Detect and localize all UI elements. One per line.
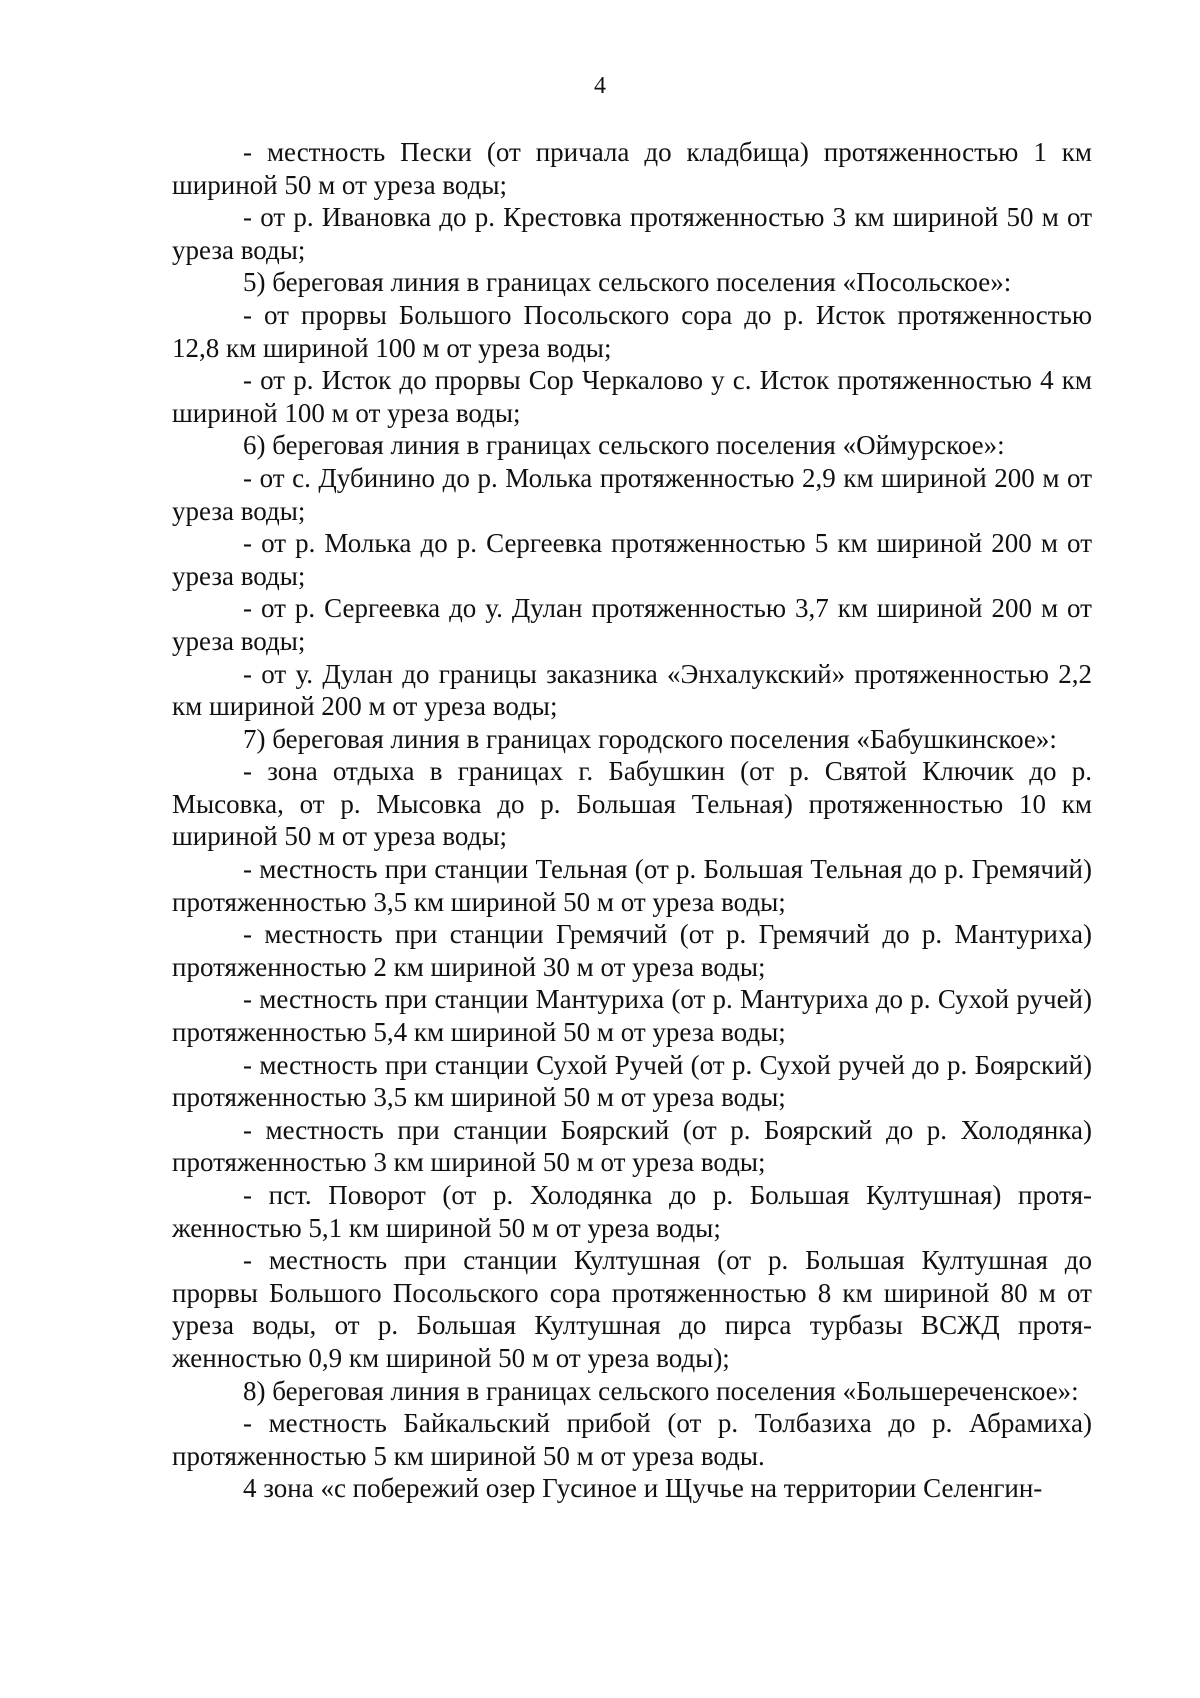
paragraph: - местность при станции Гремячий (от р. Гремячий до р. Мантуриха) протяженностью 2 км шириной 30 м от уреза воды; — [172, 919, 1092, 982]
paragraph: 6) береговая линия в границах сельского поселения «Оймурское»: — [243, 430, 1005, 461]
paragraph: - местность при станции Култушная (от р. Большая Култушная до прорвы Большого Посольского сора протяженностью 8 км шириной 80 м от уреза воды, от р. Большая Култушная до пирса турбазы ВСЖД протяженностью 0,9 км шириной 50 м от уреза воды); — [172, 1245, 1092, 1373]
paragraph: - от прорвы Большого Посольского сора до р. Исток протяженностью 12,8 км шириной 100 м от уреза воды; — [172, 299, 1092, 363]
paragraph: 8) береговая линия в границах сельского поселения «Большереченское»: — [243, 1375, 1079, 1406]
paragraph: - местность Пески (от причала до кладбища) протяженностью 1 км шириной 50 м от уреза воды; — [172, 137, 1092, 200]
page-number: 4 — [594, 73, 606, 99]
paragraph: - от у. Дулан до границы заказника «Энхалукский» протяженностью 2,2 км шириной 200 м от уреза воды; — [172, 658, 1092, 722]
paragraph: 7) береговая линия в границах городского поселения «Бабушкинское»: — [243, 723, 1057, 754]
paragraph: - местность при станции Сухой Ручей (от р. Сухой ручей до р. Боярский) протяженностью 3,5 км шириной 50 м от уреза воды; — [172, 1049, 1092, 1113]
paragraph: - местность при станции Мантуриха (от р. Мантуриха до р. Сухой ручей) протяженностью 5,4 км шириной 50 м от уреза воды; — [172, 984, 1092, 1048]
paragraph: - от р. Сергеевка до у. Дулан протяженностью 3,7 км шириной 200 м от уреза воды; — [172, 593, 1092, 656]
paragraph: - пст. Поворот (от р. Холодянка до р. Большая Култушная) протяженностью 5,1 км шириной 50 м от уреза воды; — [172, 1180, 1092, 1243]
paragraph: - местность при станции Тельная (от р. Большая Тельная до р. Гремячий) протяженностью 3,5 км шириной 50 м от уреза воды; — [172, 854, 1092, 917]
paragraph: - от с. Дубинино до р. Молька протяженностью 2,9 км шириной 200 м от уреза воды; — [172, 462, 1092, 526]
paragraph: - местность Байкальский прибой (от р. Толбазиха до р. Абрамиха) протяженностью 5 км шириной 50 м от уреза воды. — [172, 1408, 1092, 1471]
paragraph: - от р. Ивановка до р. Крестовка протяженностью 3 км шириной 50 м от уреза воды; — [172, 202, 1092, 265]
paragraph: - местность при станции Боярский (от р. Боярский до р. Холодянка) протяженностью 3 км шириной 50 м от уреза воды; — [172, 1114, 1092, 1178]
paragraph: 4 зона «с побережий озер Гусиное и Щучье на территории Селенгин- — [243, 1473, 1043, 1504]
paragraph: - зона отдыха в границах г. Бабушкин (от р. Святой Ключик до р. Мысовка, от р. Мысовка до р. Большая Тельная) протяженностью 10 км шириной 50 м от уреза воды; — [172, 756, 1092, 852]
document-body — [172, 136, 1092, 1505]
paragraph: - от р. Исток до прорвы Сор Черкалово у с. Исток протяженностью 4 км шириной 100 м от уреза воды; — [172, 365, 1092, 428]
paragraph: 5) береговая линия в границах сельского поселения «Посольское»: — [243, 267, 1012, 298]
paragraph: - от р. Молька до р. Сергеевка протяженностью 5 км шириной 200 м от уреза воды; — [172, 528, 1092, 591]
